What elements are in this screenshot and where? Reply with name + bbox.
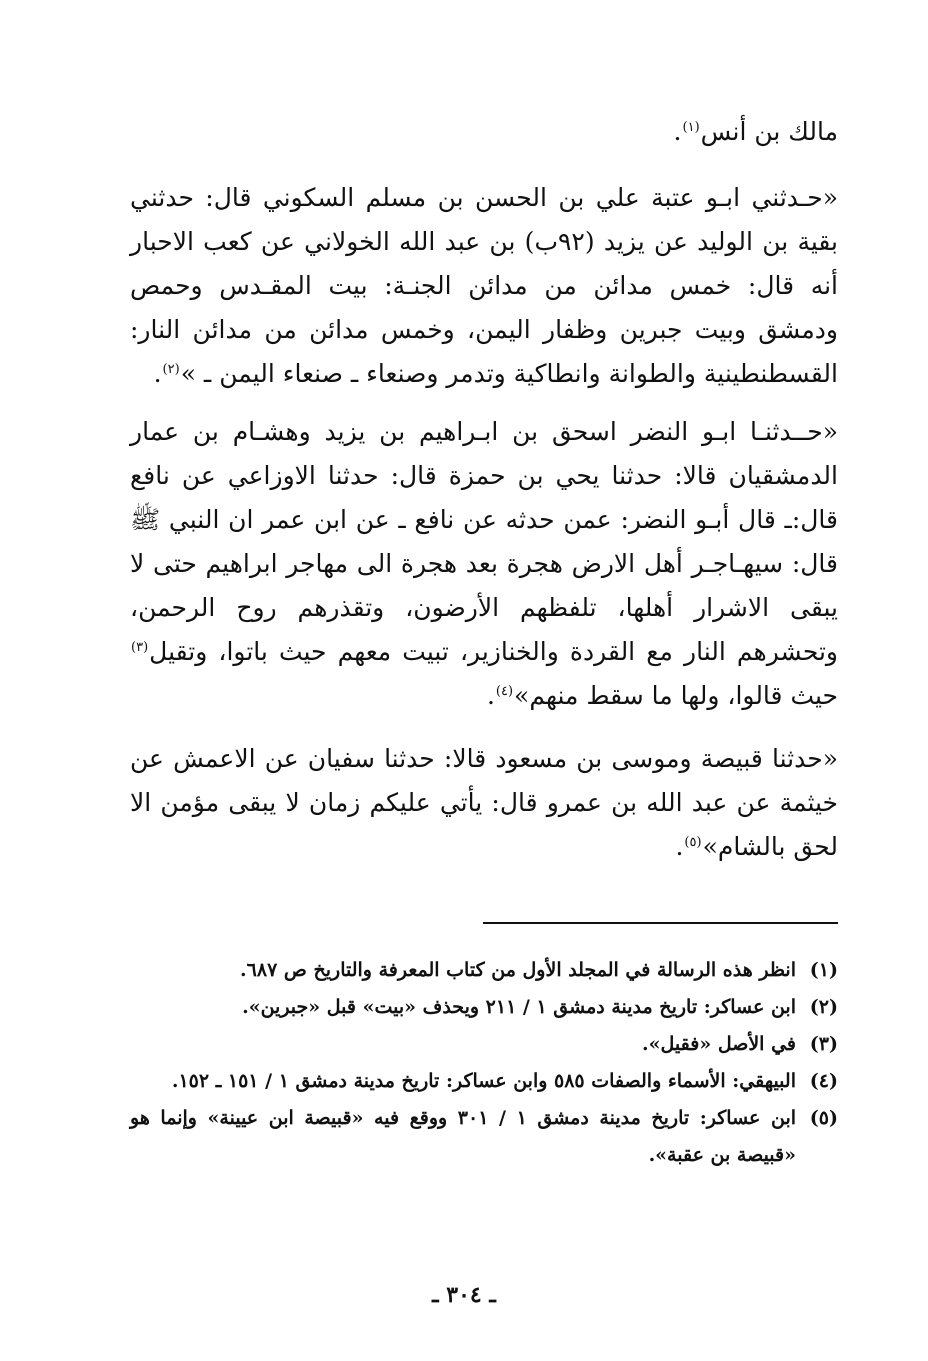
footnote-4 bbox=[130, 1063, 838, 1100]
footnote-1 bbox=[130, 952, 838, 989]
footnote-text: انظر هذه الرسالة في المجلد الأول من كتاب المعرفة والتاريخ ص ٦٨٧. bbox=[240, 959, 796, 981]
footnote-text: ابن عساكر: تاريخ مدينة دمشق ١ / ٢١١ ويحذف «بيت» قبل «جبرين». bbox=[242, 996, 796, 1018]
footnote-2 bbox=[130, 989, 838, 1026]
footnote-text: في الأصل «فقيل». bbox=[642, 1033, 796, 1055]
paragraph-2-text-c: . bbox=[486, 681, 495, 710]
paragraph-1-text-b: . bbox=[153, 359, 162, 388]
footnote-5 bbox=[130, 1100, 838, 1174]
footnote-3 bbox=[130, 1026, 838, 1063]
footnote-number: (٢) bbox=[809, 996, 838, 1018]
opening-line-tail: . bbox=[673, 117, 682, 146]
footnote-number: (٣) bbox=[809, 1033, 838, 1055]
page-number: ـ ٣٠٤ ـ bbox=[432, 1282, 496, 1308]
paragraph-2-text-b: حيث قالوا، ولها ما سقط منهم» bbox=[514, 681, 838, 710]
opening-line bbox=[130, 110, 838, 154]
hadith-paragraph-2 bbox=[130, 410, 838, 718]
paragraph-3-text-a: «حدثنا قبيصة وموسى بن مسعود قالا: حدثنا سفيان عن الاعمش عن خيثمة عن عبد الله بن عمرو قال: يأتي عليكم زمان لا يبقى مؤمن الا لحق بالشام» bbox=[130, 744, 838, 861]
footnote-ref-1[interactable]: (١) bbox=[682, 119, 700, 135]
paragraph-2-text-a: «حــدثنـا ابـو النضر اسحق بن ابـراهيم بن يزيد وهشـام بن عمار الدمشقيان قالا: حدثنا يحي بن حمزة قال: حدثنا الاوزاعي عن نافع قال:ـ قال أبـو النضر: عمن حدثه عن نافع ـ عن ابن عمر ان النبي ﷺ قال: سيهـاجـر أهل الارض هجرة بعد هجرة الى مهاجر ابراهيم حتى لا يبقى الاشرار أهلها، تلفظهم الأرضون، وتقذرهم روح الرحمن، وتحشرهم النار مع القردة والخنازير، تبيت معهم حيث باتوا، وتقيل bbox=[130, 417, 838, 666]
footnote-text: ابن عساكر: تاريخ مدينة دمشق ١ / ٣٠١ ووقع فيه «قبيصة ابن عيينة» وإنما هو «قبيصة بن عقبة». bbox=[130, 1107, 797, 1166]
paragraph-3-text-b: . bbox=[675, 832, 684, 861]
hadith-paragraph-3 bbox=[130, 737, 838, 869]
paragraph-1-text-a: «حـدثني ابـو عتبة علي بن الحسن بن مسلم السكوني قال: حدثني بقية بن الوليد عن يزيد (٩٢ب) بن عبد الله الخولاني عن كعب الاحبار أنه قال: خمس مدائن من مدائن الجنـة: بيت المقـدس وحمص ودمشق وبيت جبرين وظفار اليمن، وخمس مدائن من مدائن النار: القسطنطينية والطوانة وانطاكية وتدمر وصنعاء ـ صنعاء اليمن ـ » bbox=[130, 183, 839, 388]
footnotes-list bbox=[130, 952, 838, 1174]
opening-line-text: مالك بن أنس bbox=[700, 117, 838, 146]
footnote-text: البيهقي: الأسماء والصفات ٥٨٥ وابن عساكر: تاريخ مدينة دمشق ١ / ١٥١ ـ ١٥٢. bbox=[171, 1070, 796, 1092]
hadith-paragraph-1 bbox=[130, 176, 838, 396]
footnote-ref-3[interactable]: (٣) bbox=[131, 639, 149, 655]
footnote-number: (٤) bbox=[809, 1070, 838, 1092]
footnote-separator bbox=[483, 922, 838, 924]
footnote-ref-5[interactable]: (٥) bbox=[684, 834, 702, 850]
footnote-ref-4[interactable]: (٤) bbox=[495, 683, 514, 699]
footnote-number: (١) bbox=[809, 959, 838, 981]
footnote-ref-2[interactable]: (٢) bbox=[162, 361, 180, 377]
footnote-number: (٥) bbox=[809, 1107, 838, 1129]
